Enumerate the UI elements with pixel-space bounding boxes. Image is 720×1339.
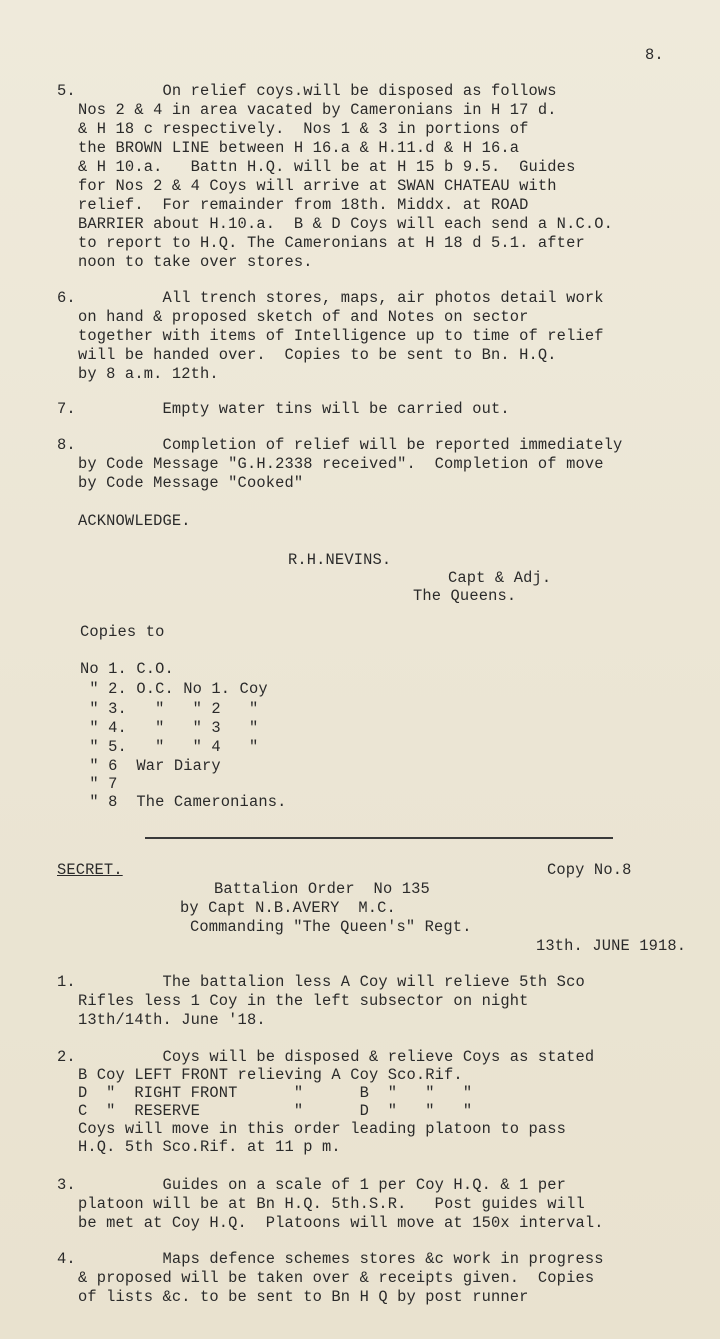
paragraph-line: for Nos 2 & 4 Coys will arrive at SWAN CHATEAU with bbox=[78, 177, 557, 195]
paragraph-line: Coys will be disposed & relieve Coys as stated bbox=[78, 1048, 595, 1066]
order-author: by Capt N.B.AVERY M.C. bbox=[180, 899, 396, 917]
paragraph-number: 2. bbox=[57, 1048, 76, 1066]
paragraph-line: BARRIER about H.10.a. B & D Coys will each send a N.C.O. bbox=[78, 215, 613, 233]
paragraph-line: relief. For remainder from 18th. Middx. at ROAD bbox=[78, 196, 529, 214]
paragraph-line: & H 10.a. Battn H.Q. will be at H 15 b 9.5. Guides bbox=[78, 158, 576, 176]
paragraph-line: Rifles less 1 Coy in the left subsector on night bbox=[78, 992, 529, 1010]
paragraph-number: 8. bbox=[57, 436, 76, 454]
paragraph-number: 4. bbox=[57, 1250, 76, 1268]
paragraph-line: together with items of Intelligence up to time of relief bbox=[78, 327, 604, 345]
paragraph-line: Completion of relief will be reported immediately bbox=[78, 436, 623, 454]
acknowledge-line: ACKNOWLEDGE. bbox=[78, 512, 191, 530]
copies-list-item: " 4. " " 3 " bbox=[80, 719, 259, 737]
copies-list-item: " 5. " " 4 " bbox=[80, 738, 259, 756]
paragraph-line: Guides on a scale of 1 per Coy H.Q. & 1 per bbox=[78, 1176, 567, 1194]
page-number: 8. bbox=[645, 46, 664, 64]
order-command: Commanding "The Queen's" Regt. bbox=[190, 918, 472, 936]
signature-rank: Capt & Adj. bbox=[448, 569, 552, 587]
section-divider bbox=[145, 837, 613, 839]
secret-heading: SECRET. bbox=[57, 861, 123, 879]
paragraph-line: B Coy LEFT FRONT relieving A Coy Sco.Rif. bbox=[78, 1066, 463, 1084]
copies-list-item: No 1. C.O. bbox=[80, 660, 174, 678]
paragraph-line: will be handed over. Copies to be sent to Bn. H.Q. bbox=[78, 346, 557, 364]
paragraph-line: Nos 2 & 4 in area vacated by Cameronians in H 17 d. bbox=[78, 101, 557, 119]
copies-list-item: " 8 The Cameronians. bbox=[80, 793, 287, 811]
order-title: Battalion Order No 135 bbox=[214, 880, 430, 898]
paragraph-number: 1. bbox=[57, 973, 76, 991]
paragraph-number: 3. bbox=[57, 1176, 76, 1194]
signature-name: R.H.NEVINS. bbox=[288, 551, 392, 569]
paragraph-line: C " RESERVE " D " " " bbox=[78, 1102, 473, 1120]
paragraph-line: On relief coys.will be disposed as follows bbox=[78, 82, 557, 100]
copies-list-item: " 2. O.C. No 1. Coy bbox=[80, 680, 268, 698]
paragraph-line: of lists &c. to be sent to Bn H Q by post runner bbox=[78, 1288, 529, 1306]
paragraph-line: & proposed will be taken over & receipts given. Copies bbox=[78, 1269, 595, 1287]
paragraph-line: The battalion less A Coy will relieve 5th Sco bbox=[78, 973, 585, 991]
signature-unit: The Queens. bbox=[413, 587, 517, 605]
paragraph-line: to report to H.Q. The Cameronians at H 18 d 5.1. after bbox=[78, 234, 585, 252]
paragraph-number: 7. bbox=[57, 400, 76, 418]
paragraph-line: All trench stores, maps, air photos detail work bbox=[78, 289, 604, 307]
copies-list-item: " 7 bbox=[80, 775, 118, 793]
copies-heading: Copies to bbox=[80, 623, 165, 641]
paragraph-line: by 8 a.m. 12th. bbox=[78, 365, 219, 383]
copies-list-item: " 3. " " 2 " bbox=[80, 700, 259, 718]
copies-list-item: " 6 War Diary bbox=[80, 757, 221, 775]
paragraph-line: H.Q. 5th Sco.Rif. at 11 p m. bbox=[78, 1138, 341, 1156]
paragraph-line: on hand & proposed sketch of and Notes on sector bbox=[78, 308, 529, 326]
paragraph-line: platoon will be at Bn H.Q. 5th.S.R. Post guides will bbox=[78, 1195, 585, 1213]
paragraph-line: be met at Coy H.Q. Platoons will move at 150x interval. bbox=[78, 1214, 604, 1232]
paragraph-line: & H 18 c respectively. Nos 1 & 3 in portions of bbox=[78, 120, 529, 138]
paragraph-line: the BROWN LINE between H 16.a & H.11.d & H 16.a bbox=[78, 139, 520, 157]
paragraph-line: Maps defence schemes stores &c work in progress bbox=[78, 1250, 604, 1268]
paragraph-line: by Code Message "G.H.2338 received". Completion of move bbox=[78, 455, 604, 473]
order-date: 13th. JUNE 1918. bbox=[536, 937, 687, 955]
paragraph-line: Coys will move in this order leading platoon to pass bbox=[78, 1120, 567, 1138]
paragraph-line: noon to take over stores. bbox=[78, 253, 313, 271]
paragraph-number: 5. bbox=[57, 82, 76, 100]
paragraph-line: Empty water tins will be carried out. bbox=[78, 400, 510, 418]
copy-number: Copy No.8 bbox=[547, 861, 632, 879]
paragraph-number: 6. bbox=[57, 289, 76, 307]
paragraph-line: by Code Message "Cooked" bbox=[78, 474, 304, 492]
paragraph-line: D " RIGHT FRONT " B " " " bbox=[78, 1084, 473, 1102]
paragraph-line: 13th/14th. June '18. bbox=[78, 1011, 266, 1029]
